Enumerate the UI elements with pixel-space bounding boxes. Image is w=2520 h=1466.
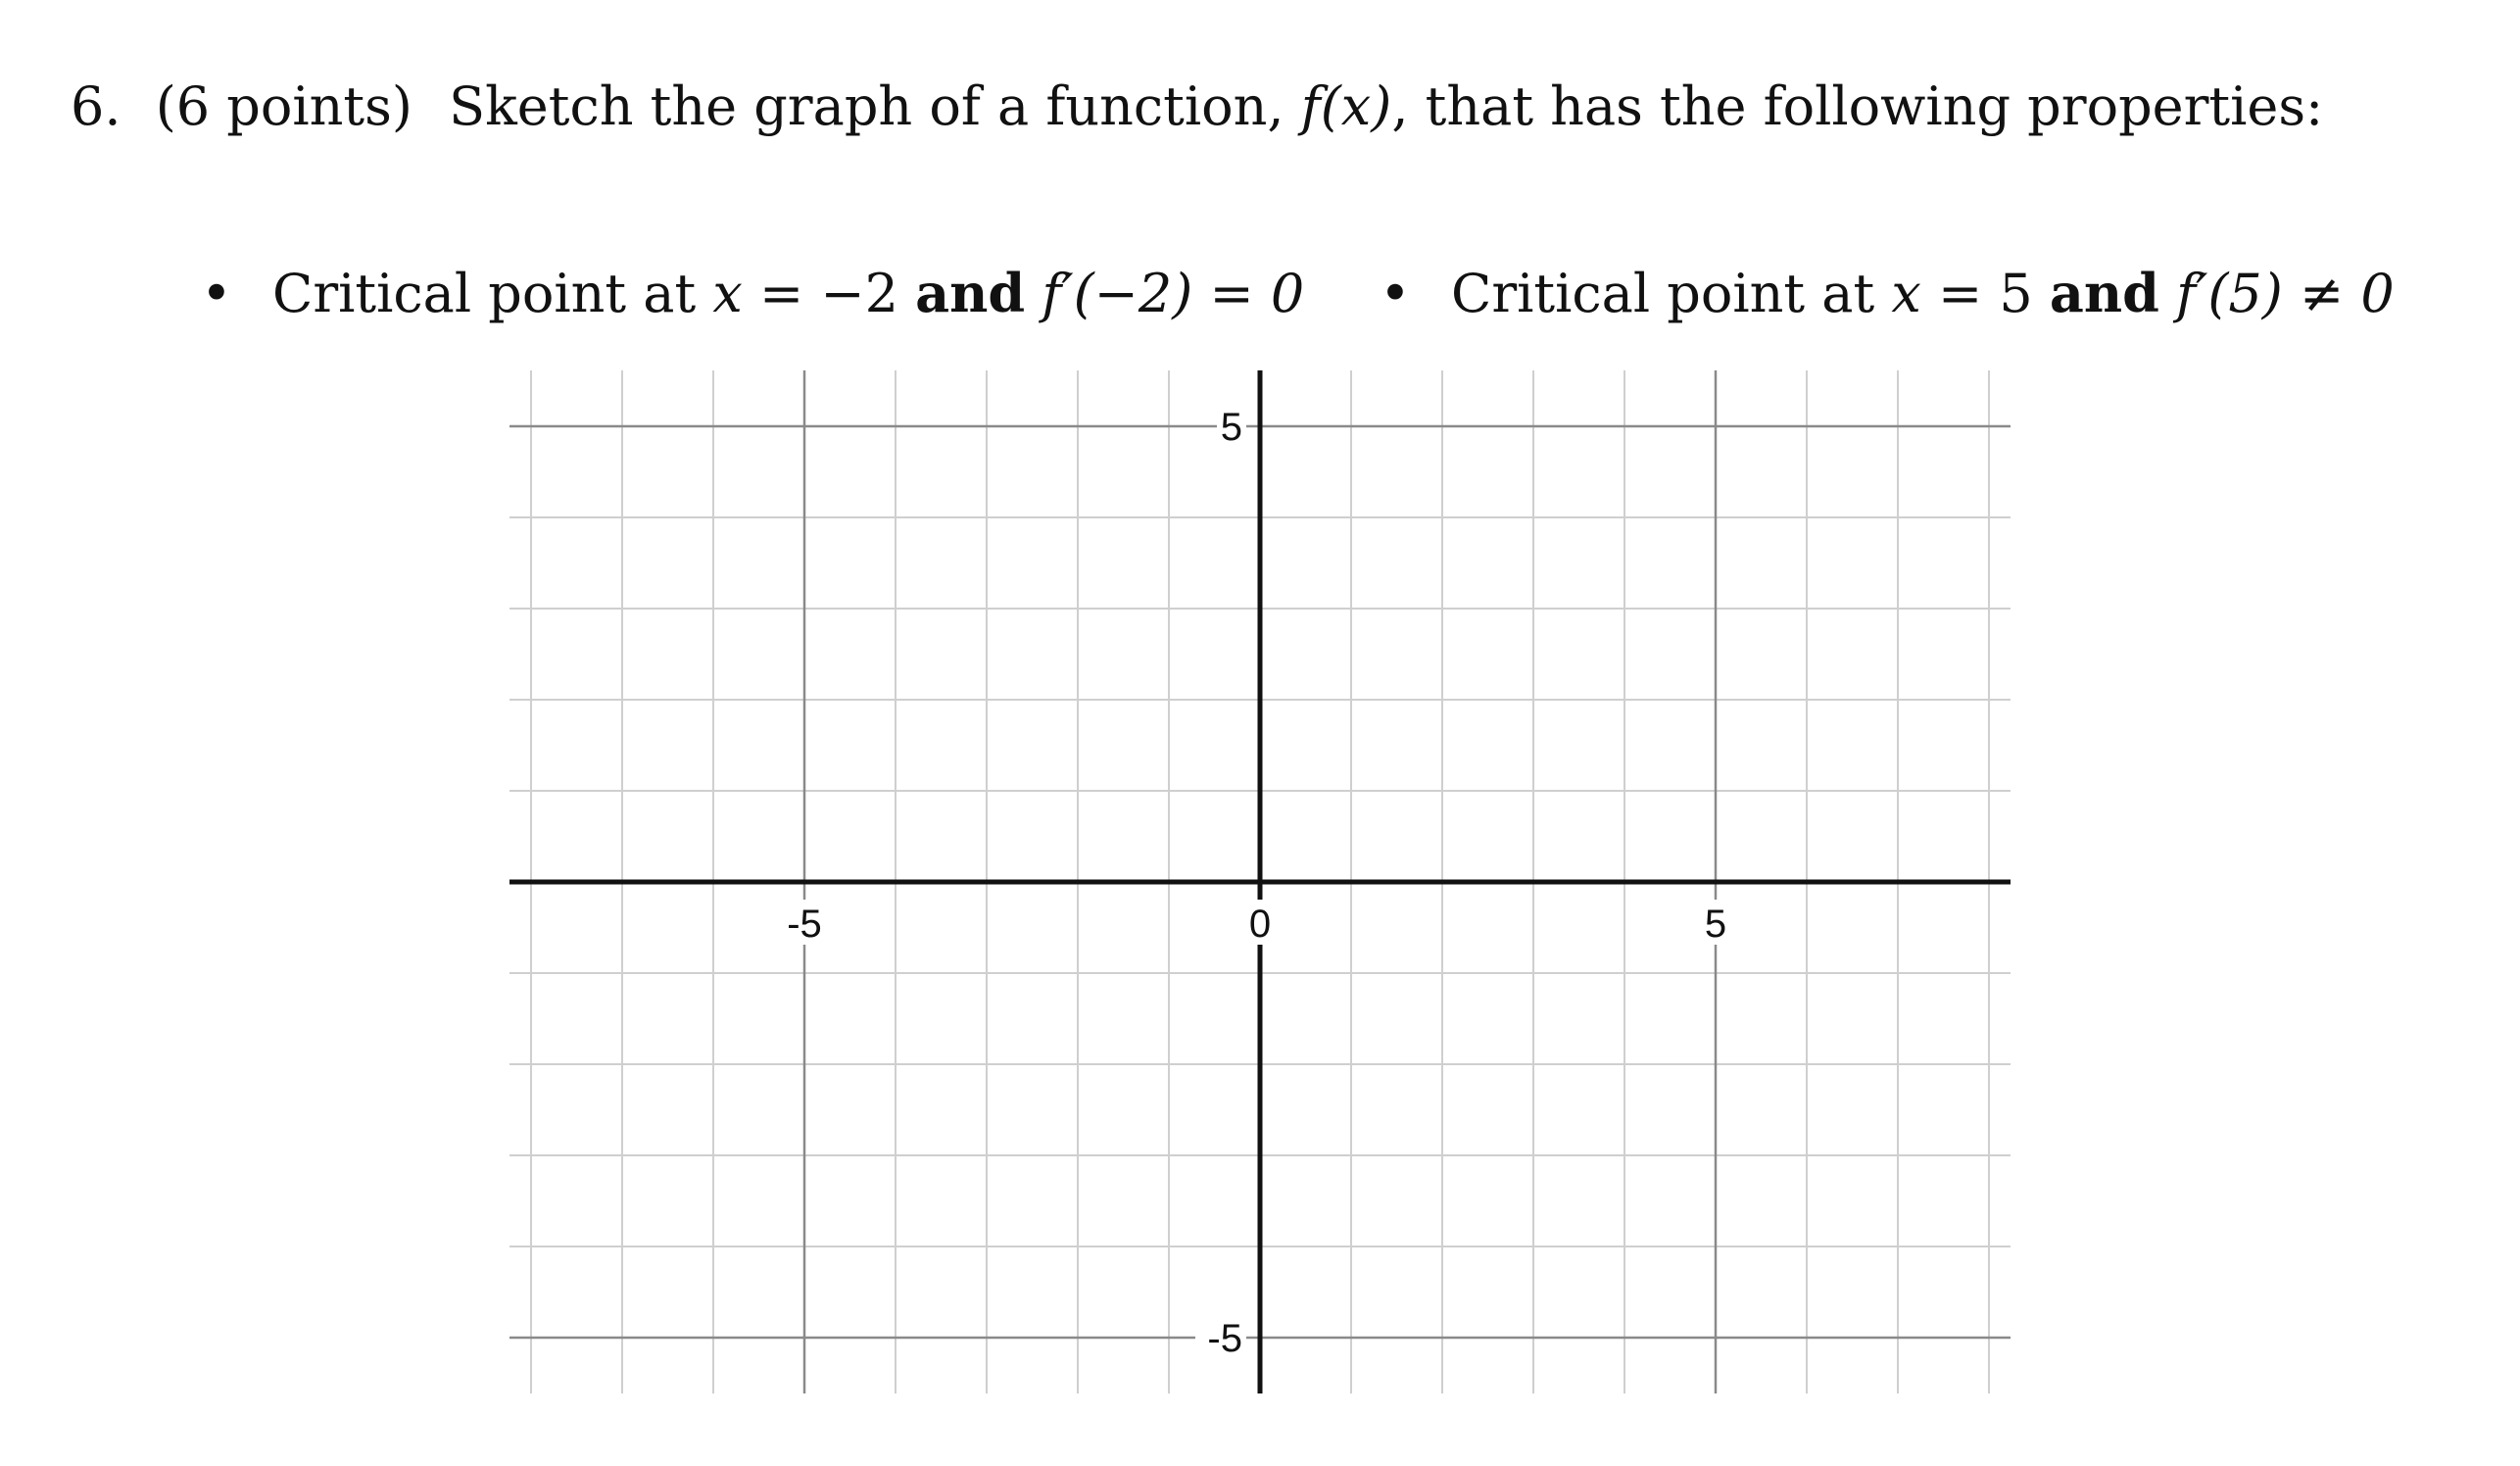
- problem-function: f(x): [1300, 75, 1392, 137]
- x-tick-label: 5: [1704, 903, 1727, 946]
- bullet-icon: •: [1380, 263, 1411, 324]
- problem-points: (6 points): [155, 75, 412, 137]
- property-2-eq: = 5: [1920, 263, 2050, 324]
- property-1-eq: = −2: [742, 263, 916, 324]
- property-2-deriv: f′(5) ≠ 0: [2176, 263, 2395, 324]
- property-2-prefix: Critical point at: [1451, 263, 1875, 324]
- bullet-icon: •: [201, 263, 232, 324]
- problem-text-after: , that has the following properties:: [1391, 75, 2324, 137]
- axes: [509, 370, 2011, 1393]
- property-2-var: x: [1891, 263, 1921, 324]
- x-tick-label: 0: [1248, 903, 1272, 946]
- property-1-prefix: Critical point at: [272, 263, 697, 324]
- y-tick-label: 5: [1220, 406, 1242, 449]
- problem-text-before: Sketch the graph of a function,: [449, 75, 1284, 137]
- x-tick-label: -5: [787, 903, 822, 946]
- property-1-conj: and: [915, 262, 1026, 324]
- property-1-deriv: f′(−2) = 0: [1042, 263, 1305, 324]
- property-2-conj: and: [2049, 262, 2159, 324]
- y-tick-label: -5: [1207, 1317, 1242, 1360]
- problem-number: 6.: [71, 75, 121, 137]
- property-1-var: x: [712, 263, 743, 324]
